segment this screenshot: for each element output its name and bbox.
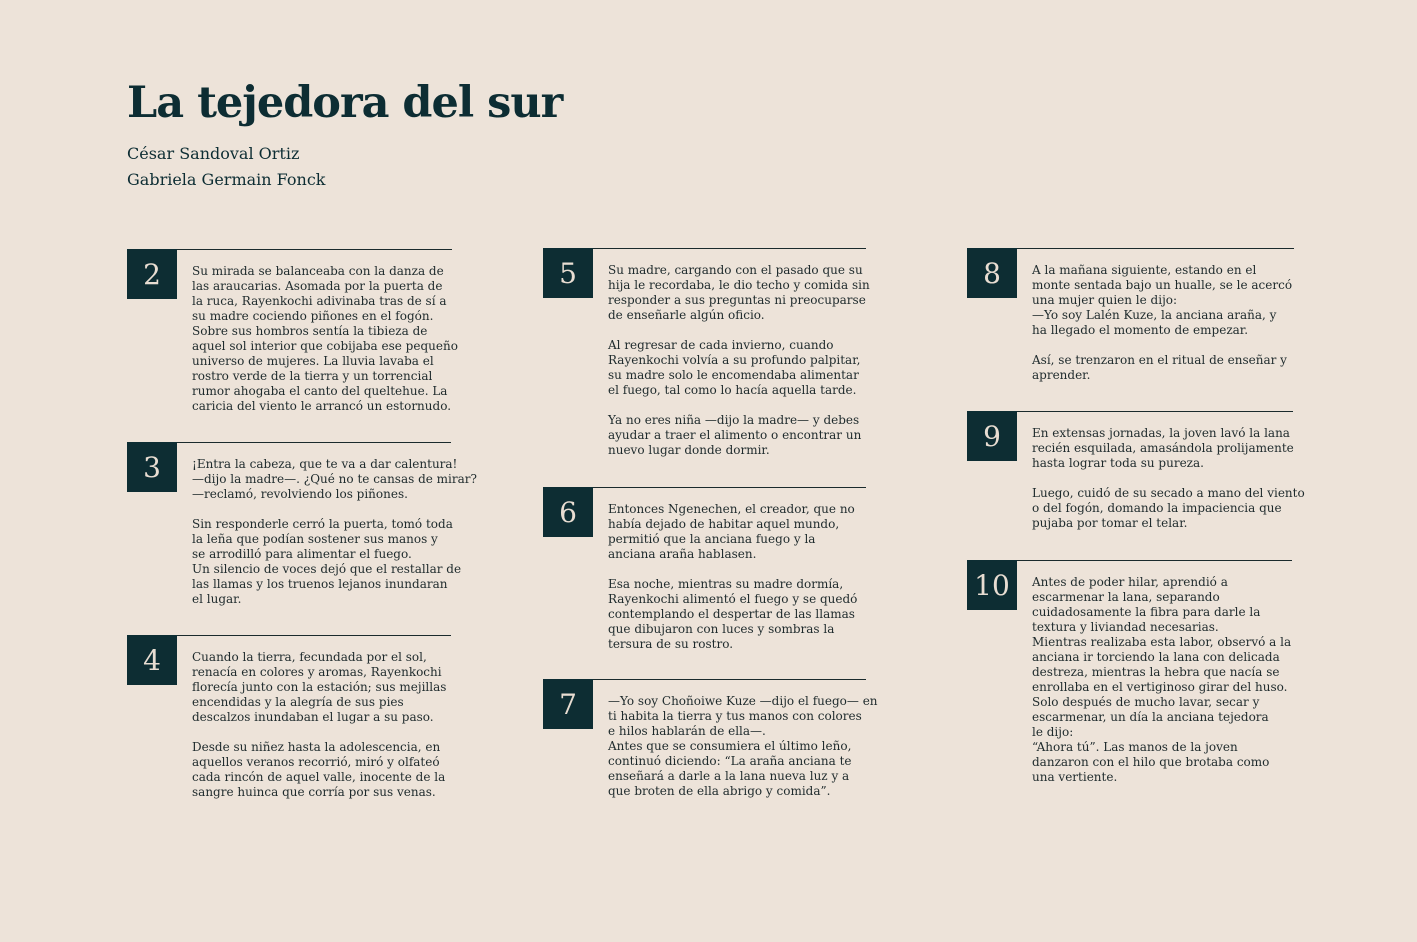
section-text — [192, 457, 477, 607]
text-line: le dijo: — [1032, 725, 1074, 739]
text-line: el fuego, tal como lo hacía aquella tarde. — [608, 383, 857, 397]
text-line: rumor ahogaba el canto del queltehue. La — [192, 384, 448, 398]
text-line: pujaba por tomar el telar. — [1032, 516, 1188, 530]
section-number-badge: 3 — [127, 442, 177, 492]
text-line: la leña que podían sostener sus manos y — [192, 532, 438, 546]
text-line: sangre huinca que corría por sus venas. — [192, 785, 436, 799]
text-line: las araucarias. Asomada por la puerta de — [192, 279, 443, 293]
section-text — [192, 650, 446, 800]
section-number-badge: 10 — [967, 560, 1017, 610]
text-line: ¡Entra la cabeza, que te va a dar calentura! — [192, 457, 458, 471]
text-line: Solo después de mucho lavar, secar y — [1032, 695, 1260, 709]
section-number-badge: 7 — [543, 679, 593, 729]
author-name: César Sandoval Ortiz — [127, 144, 300, 163]
section-number-badge: 8 — [967, 248, 1017, 298]
text-line: cuidadosamente la fibra para darle la — [1032, 605, 1261, 619]
text-line: aquel sol interior que cobijaba ese pequeño — [192, 339, 458, 353]
text-line: Luego, cuidó de su secado a mano del viento — [1032, 486, 1305, 500]
text-line: responder a sus preguntas ni preocuparse — [608, 293, 866, 307]
section-number-badge: 2 — [127, 249, 177, 299]
text-line: ti habita la tierra y tus manos con colores — [608, 709, 862, 723]
text-line: florecía junto con la estación; sus mejillas — [192, 680, 447, 694]
text-line: “Ahora tú”. Las manos de la joven — [1032, 740, 1238, 754]
section-text — [1032, 263, 1292, 383]
text-line: Rayenkochi alimentó el fuego y se quedó — [608, 592, 858, 606]
text-line: cada rincón de aquel valle, inocente de la — [192, 770, 446, 784]
text-line: Su mirada se balanceaba con la danza de — [192, 264, 444, 278]
text-line: recién esquilada, amasándola prolijamente — [1032, 441, 1294, 455]
text-line: Su madre, cargando con el pasado que su — [608, 263, 863, 277]
text-line: Desde su niñez hasta la adolescencia, en — [192, 740, 441, 754]
text-line: textura y liviandad necesarias. — [1032, 620, 1219, 634]
text-line: renacía en colores y aromas, Rayenkochi — [192, 665, 442, 679]
text-line: —Yo soy Choñoiwe Kuze —dijo el fuego— en — [608, 694, 878, 708]
text-line: el lugar. — [192, 592, 242, 606]
text-line: Antes que se consumiera el último leño, — [608, 739, 852, 753]
text-line: rostro verde de la tierra y un torrencial — [192, 369, 433, 383]
text-line: una vertiente. — [1032, 770, 1118, 784]
paragraph-gap — [1032, 471, 1305, 486]
paragraph-gap — [1032, 338, 1292, 353]
text-line: —dijo la madre—. ¿Qué no te cansas de mirar? — [192, 472, 477, 486]
text-line: nuevo lugar donde dormir. — [608, 443, 770, 457]
text-line: descalzos inundaban el lugar a su paso. — [192, 710, 434, 724]
text-line: la ruca, Rayenkochi adivinaba tras de sí a — [192, 294, 447, 308]
paragraph-gap — [608, 323, 870, 338]
paragraph-gap — [192, 725, 446, 740]
text-line: anciana araña hablasen. — [608, 547, 757, 561]
text-line: hija le recordaba, le dio techo y comida sin — [608, 278, 870, 292]
author-name: Gabriela Germain Fonck — [127, 170, 326, 189]
paragraph-gap — [608, 562, 857, 577]
text-line: Al regresar de cada invierno, cuando — [608, 338, 834, 352]
text-line: las llamas y los truenos lejanos inundaran — [192, 577, 448, 591]
text-line: permitió que la anciana fuego y la — [608, 532, 816, 546]
text-line: encendidas y la alegría de sus pies — [192, 695, 404, 709]
text-line: escarmenar, un día la anciana tejedora — [1032, 710, 1269, 724]
text-line: ha llegado el momento de empezar. — [1032, 323, 1249, 337]
text-line: En extensas jornadas, la joven lavó la lana — [1032, 426, 1290, 440]
text-line: A la mañana siguiente, estando en el — [1032, 263, 1257, 277]
section-number-badge: 5 — [543, 248, 593, 298]
paragraph-gap — [608, 398, 870, 413]
text-line: aquellos veranos recorrió, miró y olfateó — [192, 755, 440, 769]
text-line: Un silencio de voces dejó que el restallar de — [192, 562, 462, 576]
section-text — [1032, 426, 1305, 531]
text-line: ayudar a traer el alimento o encontrar un — [608, 428, 862, 442]
text-line: —reclamó, revolviendo los piñones. — [192, 487, 408, 501]
text-line: continuó diciendo: “La araña anciana te — [608, 754, 852, 768]
text-line: anciana ir torciendo la lana con delicada — [1032, 650, 1280, 664]
text-line: su madre cociendo piñones en el fogón. — [192, 309, 434, 323]
text-line: que broten de ella abrigo y comida”. — [608, 784, 831, 798]
text-line: Antes de poder hilar, aprendió a — [1032, 575, 1228, 589]
text-line: Sobre sus hombros sentía la tibieza de — [192, 324, 428, 338]
section-number-badge: 9 — [967, 411, 1017, 461]
paragraph-gap — [192, 502, 477, 517]
text-line: Entonces Ngenechen, el creador, que no — [608, 502, 855, 516]
text-line: había dejado de habitar aquel mundo, — [608, 517, 840, 531]
text-line: una mujer quien le dijo: — [1032, 293, 1178, 307]
text-line: tersura de su rostro. — [608, 637, 734, 651]
text-line: caricia del viento le arrancó un estornudo. — [192, 399, 452, 413]
text-line: Ya no eres niña —dijo la madre— y debes — [608, 413, 860, 427]
text-line: destreza, mientras la hebra que nacía se — [1032, 665, 1280, 679]
section-text — [608, 694, 878, 799]
section-text — [1032, 575, 1291, 785]
page-title: La tejedora del sur — [127, 78, 563, 128]
text-line: danzaron con el hilo que brotaba como — [1032, 755, 1270, 769]
text-line: —Yo soy Lalén Kuze, la anciana araña, y — [1032, 308, 1277, 322]
text-line: Mientras realizaba esta labor, observó a la — [1032, 635, 1292, 649]
text-line: escarmenar la lana, separando — [1032, 590, 1220, 604]
text-line: e hilos hablarán de ella—. — [608, 724, 766, 738]
text-line: Cuando la tierra, fecundada por el sol, — [192, 650, 427, 664]
text-line: monte sentada bajo un hualle, se le acercó — [1032, 278, 1293, 292]
section-text — [608, 263, 870, 458]
text-line: universo de mujeres. La lluvia lavaba el — [192, 354, 434, 368]
text-line: hasta lograr toda su pureza. — [1032, 456, 1204, 470]
section-text — [192, 264, 458, 414]
text-line: o del fogón, domando la impaciencia que — [1032, 501, 1282, 515]
text-line: su madre solo le encomendaba alimentar — [608, 368, 859, 382]
section-text — [608, 502, 857, 652]
section-number-badge: 6 — [543, 487, 593, 537]
text-line: de enseñarle algún oficio. — [608, 308, 765, 322]
text-line: aprender. — [1032, 368, 1091, 382]
text-line: contemplando el despertar de las llamas — [608, 607, 855, 621]
section-number-badge: 4 — [127, 635, 177, 685]
text-line: enrollaba en el vertiginoso girar del huso. — [1032, 680, 1288, 694]
text-line: Así, se trenzaron en el ritual de enseñar y — [1032, 353, 1287, 367]
text-line: se arrodilló para alimentar el fuego. — [192, 547, 412, 561]
text-line: Rayenkochi volvía a su profundo palpitar, — [608, 353, 861, 367]
text-line: que dibujaron con luces y sombras la — [608, 622, 835, 636]
text-line: Sin responderle cerró la puerta, tomó toda — [192, 517, 453, 531]
text-line: Esa noche, mientras su madre dormía, — [608, 577, 844, 591]
text-line: enseñará a darle a la lana nueva luz y a — [608, 769, 850, 783]
